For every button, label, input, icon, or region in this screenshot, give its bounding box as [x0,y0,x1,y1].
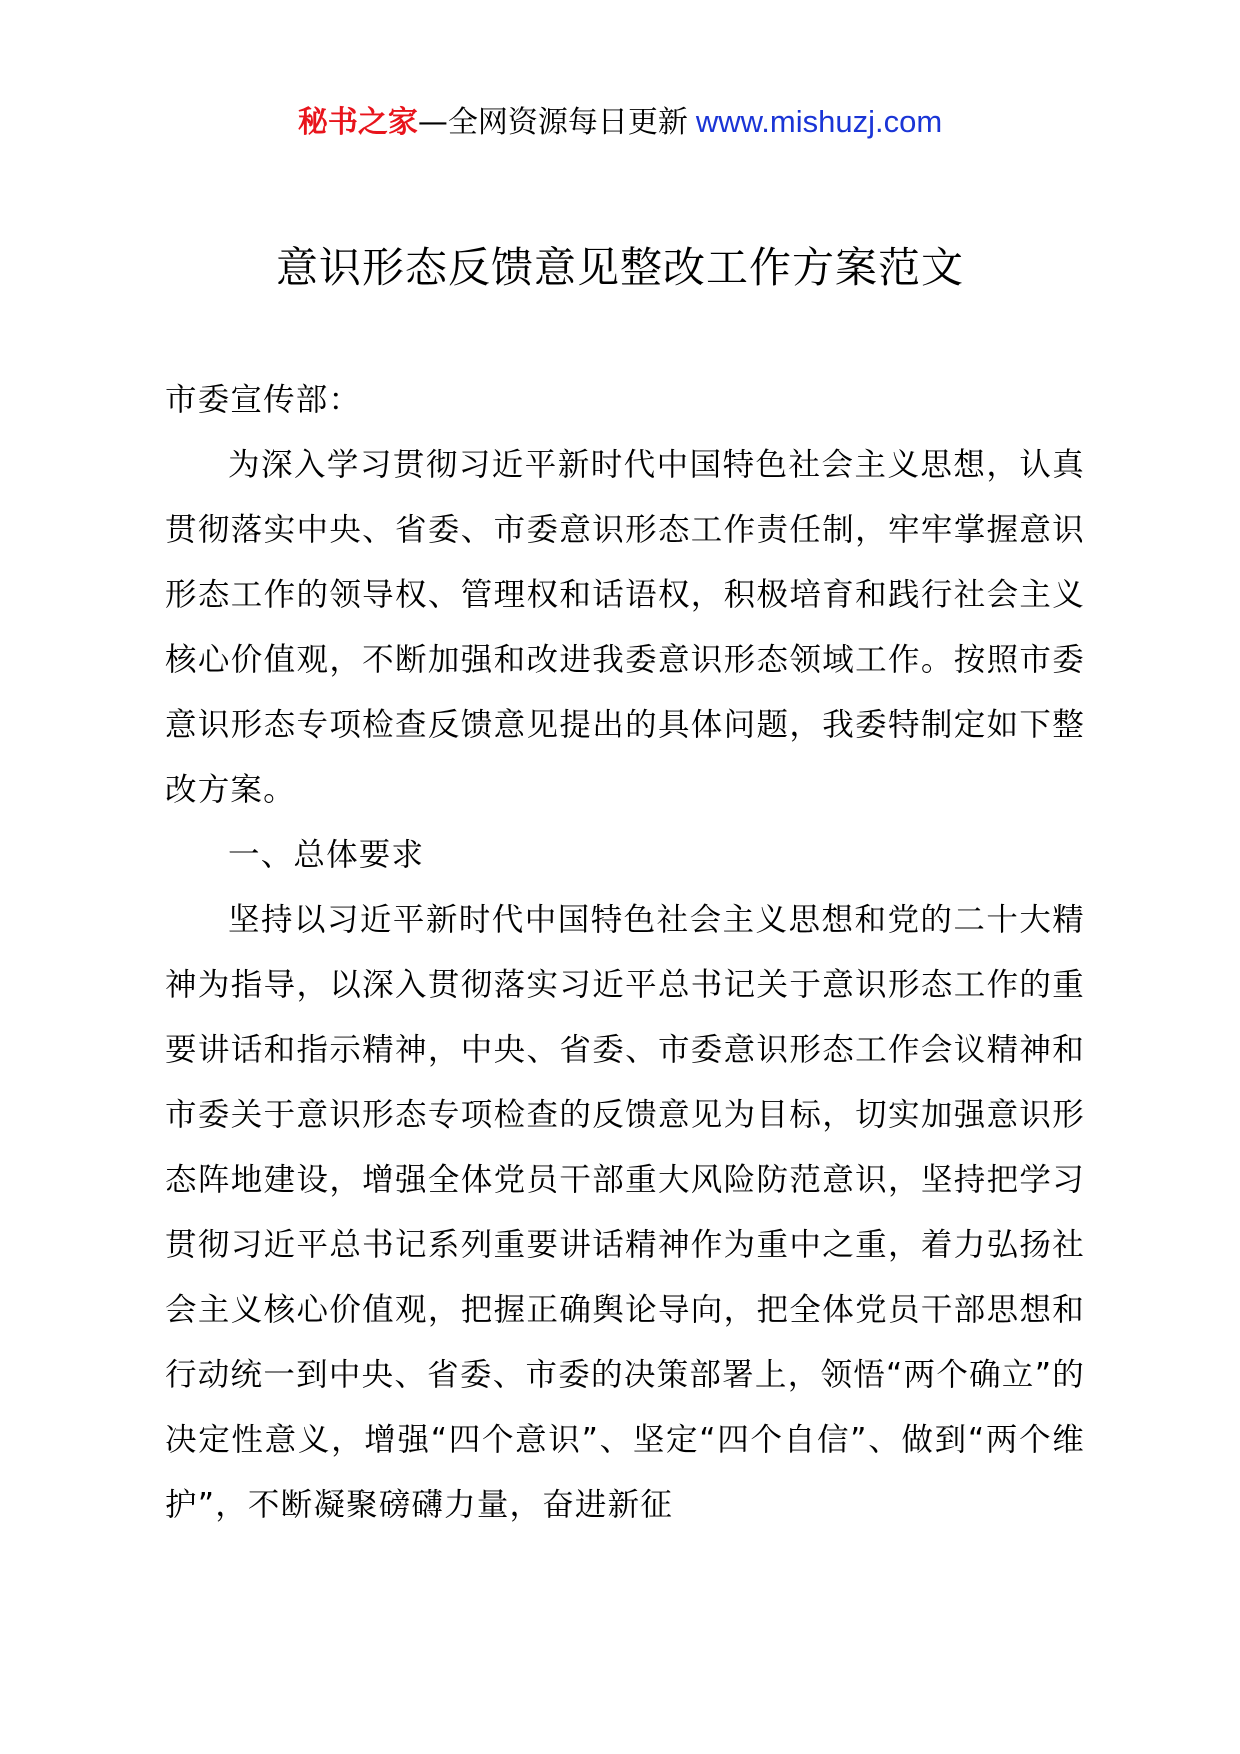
document-salutation: 市委宣传部： [165,382,362,418]
site-url-link[interactable]: www.mishuzj.com [695,104,943,139]
site-brand-name: 秘书之家 [297,105,418,140]
document-title: 意识形态反馈意见整改工作方案范文 [275,243,964,292]
section-heading-general-requirements: 一、总体要求 [228,837,425,873]
section-paragraph-general-requirements: 坚持以习近平新时代中国特色社会主义思想和党的二十大精神为指导，以深入贯彻落实习近平总书记关于意识形态工作的重要讲话和指示精神，中央、省委、市委意识形态工作会议精神和市委关于意识形态专项检查的反馈意见为目标，切实加强意识形态阵地建设，增强全体党员干部重大风险防范意识，坚持把学习贯彻习近平总书记系列重要讲话精神作为重中之重，着力弘扬社会主义核心价值观，把握正确舆论导向，把全体党员干部思想和行动统一到中央、省委、市委的决策部署上，领悟“两个确立”的决定性意义，增强“四个意识”、坚定“四个自信”、做到“两个维护”，不断凝聚磅礴力量，奋进新征 [165,902,1085,1523]
site-tagline: —全网资源每日更新 [417,105,688,140]
site-header-banner [0,100,1240,145]
intro-paragraph: 为深入学习贯彻习近平新时代中国特色社会主义思想，认真贯彻落实中央、省委、市委意识形态工作责任制，牢牢掌握意识形态工作的领导权、管理权和话语权，积极培育和践行社会主义核心价值观，不断加强和改进我委意识形态领域工作。按照市委意识形态专项检查反馈意见提出的具体问题，我委特制定如下整改方案。 [165,447,1085,808]
document-body [165,368,1085,1538]
